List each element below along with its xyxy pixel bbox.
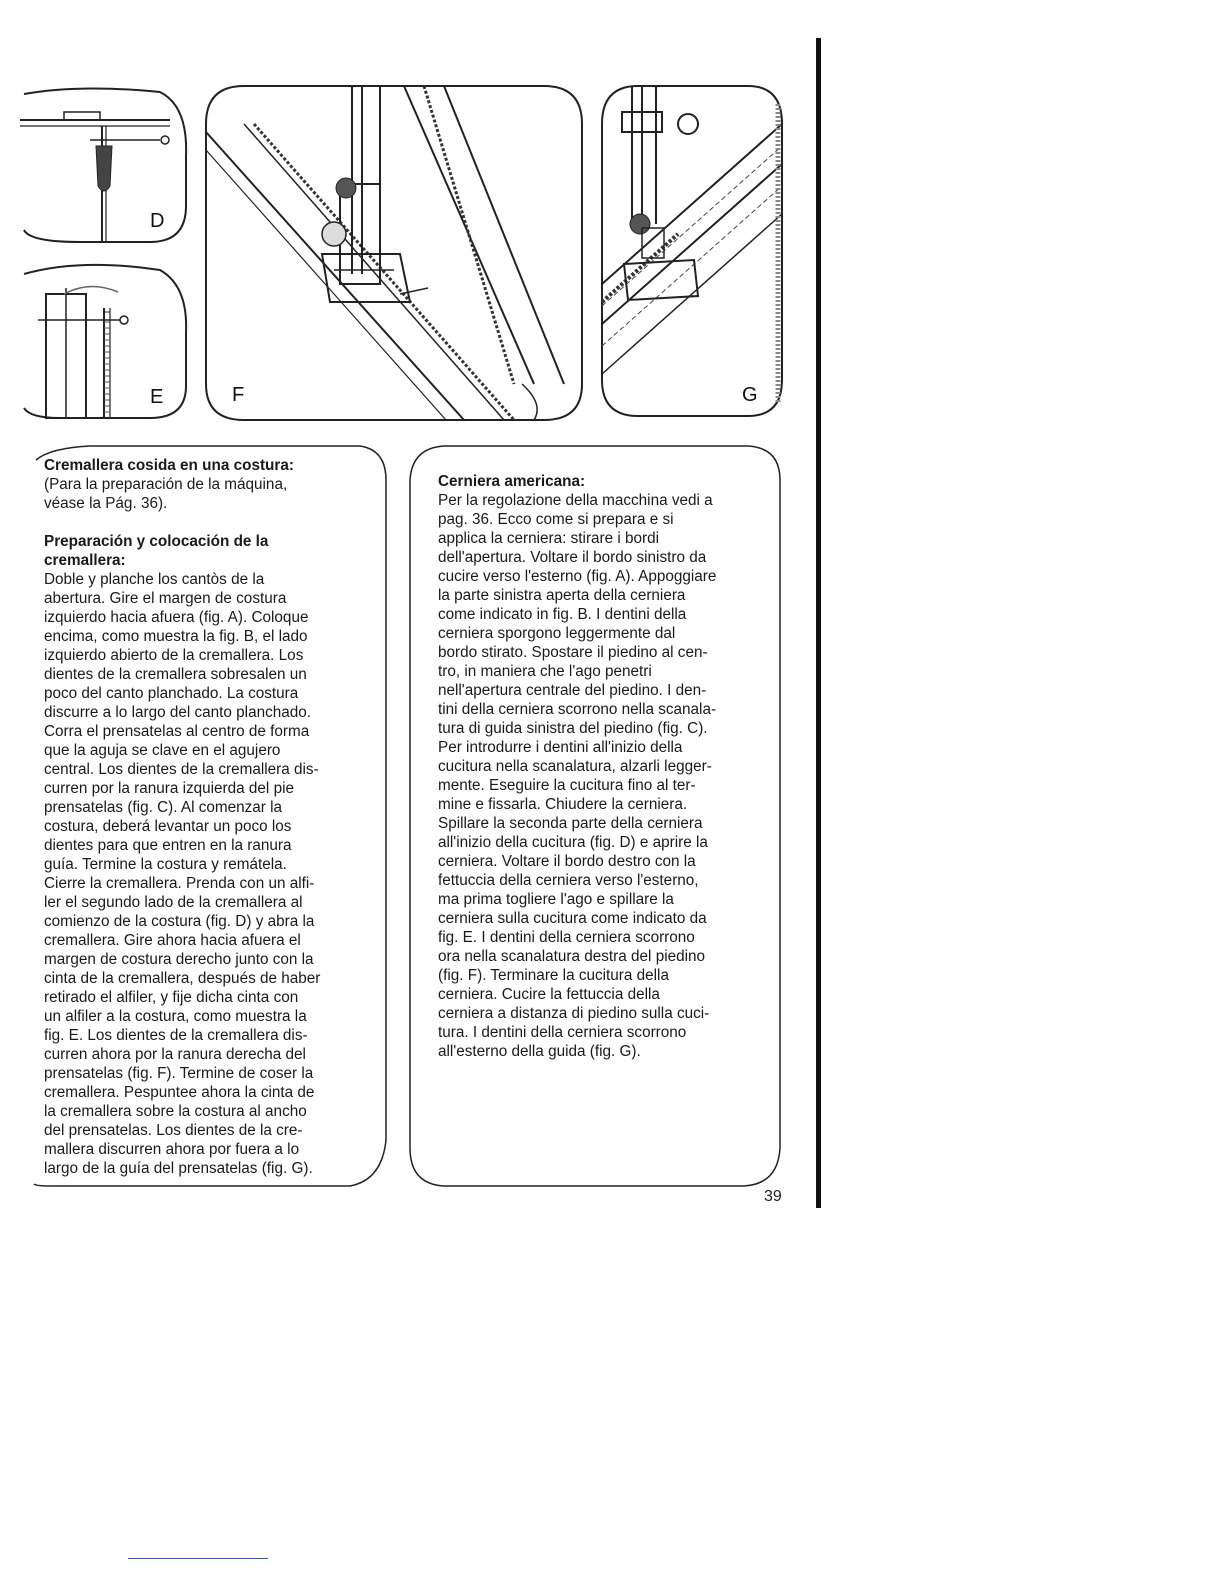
spanish-intro-line: (Para la preparación de la máquina, <box>44 476 288 493</box>
italian-body-line: all'esterno della guida (fig. G). <box>438 1043 641 1060</box>
spanish-subheading: Preparación y colocación de la <box>44 533 269 550</box>
italian-body-line: Per introdurre i dentini all'inizio della <box>438 739 683 756</box>
spanish-body-line: abertura. Gire el margen de costura <box>44 590 287 607</box>
italian-body-line: cerniera. Cucire la fettuccia della <box>438 986 660 1003</box>
italian-body-line: all'inizio della cucitura (fig. D) e aprire la <box>438 834 708 851</box>
italian-column <box>438 472 774 1061</box>
italian-body-line: tura di guida sinistra del piedino (fig. C). <box>438 720 708 737</box>
spanish-body-line: fig. E. Los dientes de la cremallera dis- <box>44 1027 308 1044</box>
spanish-body-line: guía. Termine la costura y remátela. <box>44 856 287 873</box>
figure-d <box>20 86 190 246</box>
spanish-body-line: dientes de la cremallera sobresalen un <box>44 666 307 683</box>
spanish-body-line: cremallera. Gire ahora hacia afuera el <box>44 932 301 949</box>
italian-body-line: cerniera sporgono leggermente dal <box>438 625 676 642</box>
figure-f-drawing <box>204 84 584 422</box>
italian-body-line: cerniera sulla cucitura come indicato da <box>438 910 707 927</box>
italian-body-line: (fig. F). Terminare la cucitura della <box>438 967 669 984</box>
spanish-body-line: curren ahora por la ranura derecha del <box>44 1046 306 1063</box>
italian-body-line: cucitura nella scanalatura, alzarli legger- <box>438 758 712 775</box>
spanish-body-line: Corra el prensatelas al centro de forma <box>44 723 310 740</box>
italian-body-line: la parte sinistra aperta della cerniera <box>438 587 686 604</box>
spanish-body-line: curren por la ranura izquierda del pie <box>44 780 294 797</box>
italian-body-line: tini della cerniera scorrono nella scanala- <box>438 701 717 718</box>
spanish-body-line: central. Los dientes de la cremallera dis- <box>44 761 319 778</box>
spanish-body-line: Cierre la cremallera. Prenda con un alfi- <box>44 875 315 892</box>
figure-g-drawing <box>598 84 788 418</box>
italian-body-line: fettuccia della cerniera verso l'esterno, <box>438 872 699 889</box>
figure-f <box>204 84 584 422</box>
spanish-column <box>44 456 374 1178</box>
italian-body-line: pag. 36. Ecco come si prepara e si <box>438 511 674 528</box>
spanish-body-line: que la aguja se clave en el agujero <box>44 742 281 759</box>
spanish-body-line: prensatelas (fig. F). Termine de coser la <box>44 1065 314 1082</box>
italian-body-line: ma prima togliere l'ago e spillare la <box>438 891 674 908</box>
spanish-body-line: largo de la guía del prensatelas (fig. G). <box>44 1160 313 1177</box>
spanish-body-line: comienzo de la costura (fig. D) y abra la <box>44 913 315 930</box>
spanish-heading: Cremallera cosida en una costura: <box>44 457 294 474</box>
spanish-body-line: mallera discurren ahora por fuera a lo <box>44 1141 300 1158</box>
italian-body-line: mine e fissarla. Chiudere la cerniera. <box>438 796 688 813</box>
italian-body-line: Spillare la seconda parte della cerniera <box>438 815 703 832</box>
spanish-subheading: cremallera: <box>44 552 126 569</box>
spanish-body-line: cremallera. Pespuntee ahora la cinta de <box>44 1084 315 1101</box>
figure-f-label: F <box>232 384 245 406</box>
spanish-body-line: poco del canto planchado. La costura <box>44 685 299 702</box>
spanish-body-line: margen de costura derecho junto con la <box>44 951 314 968</box>
italian-body-line: Per la regolazione della macchina vedi a <box>438 492 713 509</box>
spanish-body-line: retirado el alfiler, y fije dicha cinta con <box>44 989 299 1006</box>
spanish-body-line: costura, deberá levantar un poco los <box>44 818 292 835</box>
figure-e-label: E <box>150 386 164 408</box>
italian-body-line: fig. E. I dentini della cerniera scorrono <box>438 929 695 946</box>
figure-d-label: D <box>150 210 165 232</box>
page-number: 39 <box>764 1188 782 1205</box>
italian-body-line: dell'apertura. Voltare il bordo sinistro da <box>438 549 707 566</box>
figure-e-drawing <box>20 262 190 422</box>
spanish-body-line: encima, como muestra la fig. B, el lado <box>44 628 308 645</box>
spanish-body-line: del prensatelas. Los dientes de la cre- <box>44 1122 303 1139</box>
figure-e <box>20 262 190 422</box>
italian-body-line: nell'apertura centrale del piedino. I den- <box>438 682 707 699</box>
italian-heading: Cerniera americana: <box>438 473 586 490</box>
italian-body-line: tura. I dentini della cerniera scorrono <box>438 1024 687 1041</box>
spanish-body-line: izquierdo hacia afuera (fig. A). Coloque <box>44 609 309 626</box>
italian-body-line: tro, in maniera che l'ago penetri <box>438 663 652 680</box>
spanish-body-line: un alfiler a la costura, como muestra la <box>44 1008 307 1025</box>
spanish-body-line: dientes para que entren en la ranura <box>44 837 292 854</box>
italian-body-line: cucire verso l'esterno (fig. A). Appoggiare <box>438 568 717 585</box>
spanish-body-line: prensatelas (fig. C). Al comenzar la <box>44 799 283 816</box>
spanish-intro-line: véase la Pág. 36). <box>44 495 168 512</box>
italian-body-line: applica la cerniera: stirare i bordi <box>438 530 660 547</box>
italian-body-line: come indicato in fig. B. I dentini della <box>438 606 687 623</box>
page-edge-bar <box>816 38 821 1208</box>
spanish-body-line: ler el segundo lado de la cremallera al <box>44 894 303 911</box>
spanish-body-line: discurre a lo largo del canto planchado. <box>44 704 312 721</box>
spanish-body-line: la cremallera sobre la costura al ancho <box>44 1103 307 1120</box>
figure-g-label: G <box>742 384 758 406</box>
spanish-body-line: cinta de la cremallera, después de haber <box>44 970 321 987</box>
italian-body-line: cerniera a distanza di piedino sulla cuci- <box>438 1005 710 1022</box>
italian-body-line: bordo stirato. Spostare il piedino al cen- <box>438 644 708 661</box>
italian-body-line: mente. Eseguire la cucitura fino al ter- <box>438 777 696 794</box>
spanish-body-line: izquierdo abierto de la cremallera. Los <box>44 647 304 664</box>
spanish-body-line: Doble y planche los cantòs de la <box>44 571 265 588</box>
italian-body-line: cerniera. Voltare il bordo destro con la <box>438 853 696 870</box>
italian-body-line: ora nella scanalatura destra del piedino <box>438 948 706 965</box>
figure-d-drawing <box>20 86 190 246</box>
bottom-rule <box>128 1558 268 1559</box>
figure-g <box>598 84 788 418</box>
